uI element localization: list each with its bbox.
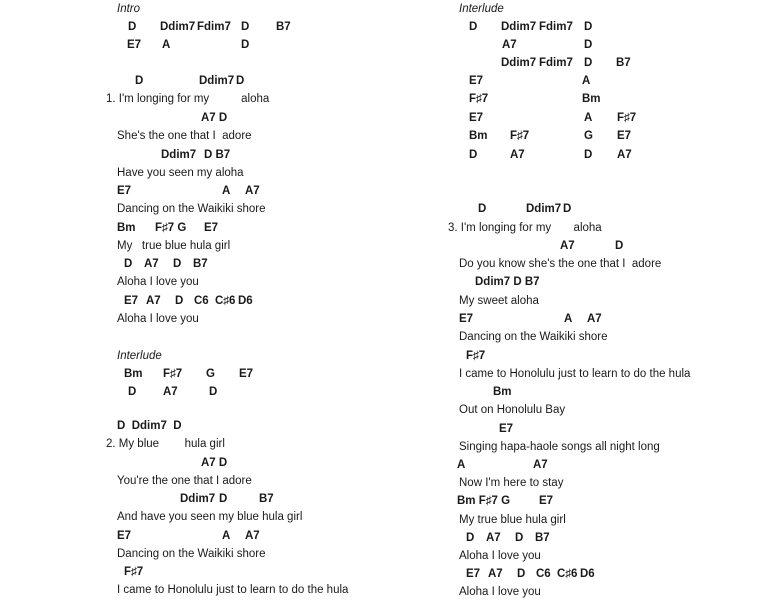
chord: Bm F♯7 G <box>457 495 511 507</box>
lyric-line: My true blue hula girl <box>117 240 231 252</box>
chord: G <box>206 368 215 380</box>
chord: E7 <box>239 368 254 380</box>
chord: Fdim7 <box>539 21 573 33</box>
chord: E7 <box>124 295 139 307</box>
chord: D <box>584 21 593 33</box>
chord: A7 <box>245 185 260 197</box>
chord: D <box>478 203 487 215</box>
chord: A <box>457 459 466 471</box>
chord: D <box>469 149 478 161</box>
chord: Bm <box>469 130 488 142</box>
chord: D <box>584 149 593 161</box>
chord: D <box>173 258 182 270</box>
chord: C6 <box>536 568 551 580</box>
chord: D <box>241 39 250 51</box>
chord: D <box>241 21 250 33</box>
chord: E7 <box>466 568 481 580</box>
chord: D <box>236 75 245 87</box>
chord: A7 <box>510 149 525 161</box>
lyric-line: Singing hapa-haole songs all night long <box>459 441 660 453</box>
chord: Ddim7 <box>501 21 537 33</box>
chord: C6 <box>194 295 209 307</box>
chord: D <box>615 240 624 252</box>
chord: D <box>563 203 572 215</box>
chord: D <box>515 532 524 544</box>
chord: F♯7 <box>163 368 183 380</box>
chord: F♯7 G <box>155 222 187 234</box>
chord: Ddim7 <box>199 75 235 87</box>
chord: A7 <box>144 258 159 270</box>
chord: D6 <box>238 295 253 307</box>
chord: D <box>135 75 144 87</box>
lyric-line: Aloha I love you <box>117 313 199 325</box>
lyric-line: She's the one that I adore <box>117 130 252 142</box>
chord: A <box>564 313 573 325</box>
chord: E7 <box>617 130 632 142</box>
chord: E7 <box>117 185 132 197</box>
chord: F♯7 <box>124 566 144 578</box>
chord: D <box>175 295 184 307</box>
chord: A7 <box>146 295 161 307</box>
chord: E7 <box>204 222 219 234</box>
chord: A <box>222 185 231 197</box>
chord: Ddim7 D B7 <box>475 276 540 288</box>
chord: D <box>128 386 137 398</box>
chord: Bm <box>493 386 512 398</box>
lyric-line: Dancing on the Waikiki shore <box>117 548 266 560</box>
chord: A7 <box>486 532 501 544</box>
interlude-label: Interlude <box>459 3 504 15</box>
chord: E7 <box>469 75 484 87</box>
lyric-line: I came to Honolulu just to learn to do the hula <box>117 584 349 596</box>
chord: D B7 <box>204 149 231 161</box>
lyric-line: Now I'm here to stay <box>459 477 564 489</box>
chord: A7 D <box>201 112 228 124</box>
chord: B7 <box>276 21 291 33</box>
lyric-line: 1. I'm longing for my aloha <box>106 93 270 105</box>
lyric-line: And have you seen my blue hula girl <box>117 511 303 523</box>
chord: A7 <box>502 39 517 51</box>
lyric-line: My true blue hula girl <box>459 514 566 526</box>
chord: A7 D <box>201 457 228 469</box>
chord: A <box>584 112 593 124</box>
lyric-line: Dancing on the Waikiki shore <box>459 331 608 343</box>
chord: B7 <box>259 493 274 505</box>
chord: D <box>124 258 133 270</box>
lyric-line: Have you seen my aloha <box>117 167 244 179</box>
chord: Bm <box>582 93 601 105</box>
lyric-line: Do you know she's the one that I adore <box>459 258 662 270</box>
lyric-line: I came to Honolulu just to learn to do the hula <box>459 368 691 380</box>
chord: E7 <box>127 39 142 51</box>
chord: D Ddim7 D <box>117 420 182 432</box>
chord: Fdim7 <box>539 57 573 69</box>
lyric-line: 3. I'm longing for my aloha <box>448 222 602 234</box>
chord: D <box>466 532 475 544</box>
lyric-line: My sweet aloha <box>459 295 539 307</box>
chord: A <box>222 530 231 542</box>
chord: A <box>582 75 591 87</box>
chord: F♯7 <box>466 350 486 362</box>
chord: B7 <box>193 258 208 270</box>
lyric-line: Out on Honolulu Bay <box>459 404 566 416</box>
lyric-line: 2. My blue hula girl <box>106 438 225 450</box>
chord: A7 <box>245 530 260 542</box>
chord: D <box>584 57 593 69</box>
chord: F♯7 <box>617 112 637 124</box>
chord: Bm <box>124 368 143 380</box>
chord: C♯6 <box>215 295 236 307</box>
chord: Ddim7 <box>160 21 196 33</box>
chord: Fdim7 <box>197 21 231 33</box>
chord: D <box>584 39 593 51</box>
lyric-line: Dancing on the Waikiki shore <box>117 203 266 215</box>
lyric-line: Aloha I love you <box>459 586 541 598</box>
chord: D <box>469 21 478 33</box>
chord: D <box>209 386 218 398</box>
chord: B7 <box>535 532 550 544</box>
chord: D <box>219 493 228 505</box>
chord: D <box>517 568 526 580</box>
interlude-label: Interlude <box>117 350 162 362</box>
chord: E7 <box>117 530 132 542</box>
chord: B7 <box>616 57 631 69</box>
chord: A7 <box>560 240 575 252</box>
chord: A7 <box>617 149 632 161</box>
chord: E7 <box>459 313 474 325</box>
chord: A7 <box>163 386 178 398</box>
chord: Ddim7 <box>161 149 197 161</box>
chord: Ddim7 <box>180 493 216 505</box>
chord: A7 <box>587 313 602 325</box>
chord: E7 <box>499 423 514 435</box>
chord: G <box>584 130 593 142</box>
chord: E7 <box>469 112 484 124</box>
lyric-line: You're the one that I adore <box>117 475 252 487</box>
chord: F♯7 <box>469 93 489 105</box>
chord: D <box>128 21 137 33</box>
chord: D6 <box>580 568 595 580</box>
chord: Ddim7 <box>526 203 562 215</box>
chord: A7 <box>533 459 548 471</box>
chord: Bm <box>117 222 136 234</box>
chord: F♯7 <box>510 130 530 142</box>
intro-label: Intro <box>117 3 141 15</box>
chord: E7 <box>539 495 554 507</box>
chord: A <box>162 39 171 51</box>
lyric-line: Aloha I love you <box>117 276 199 288</box>
chord: Ddim7 <box>501 57 537 69</box>
chord: C♯6 <box>557 568 578 580</box>
chord: A7 <box>488 568 503 580</box>
lyric-line: Aloha I love you <box>459 550 541 562</box>
